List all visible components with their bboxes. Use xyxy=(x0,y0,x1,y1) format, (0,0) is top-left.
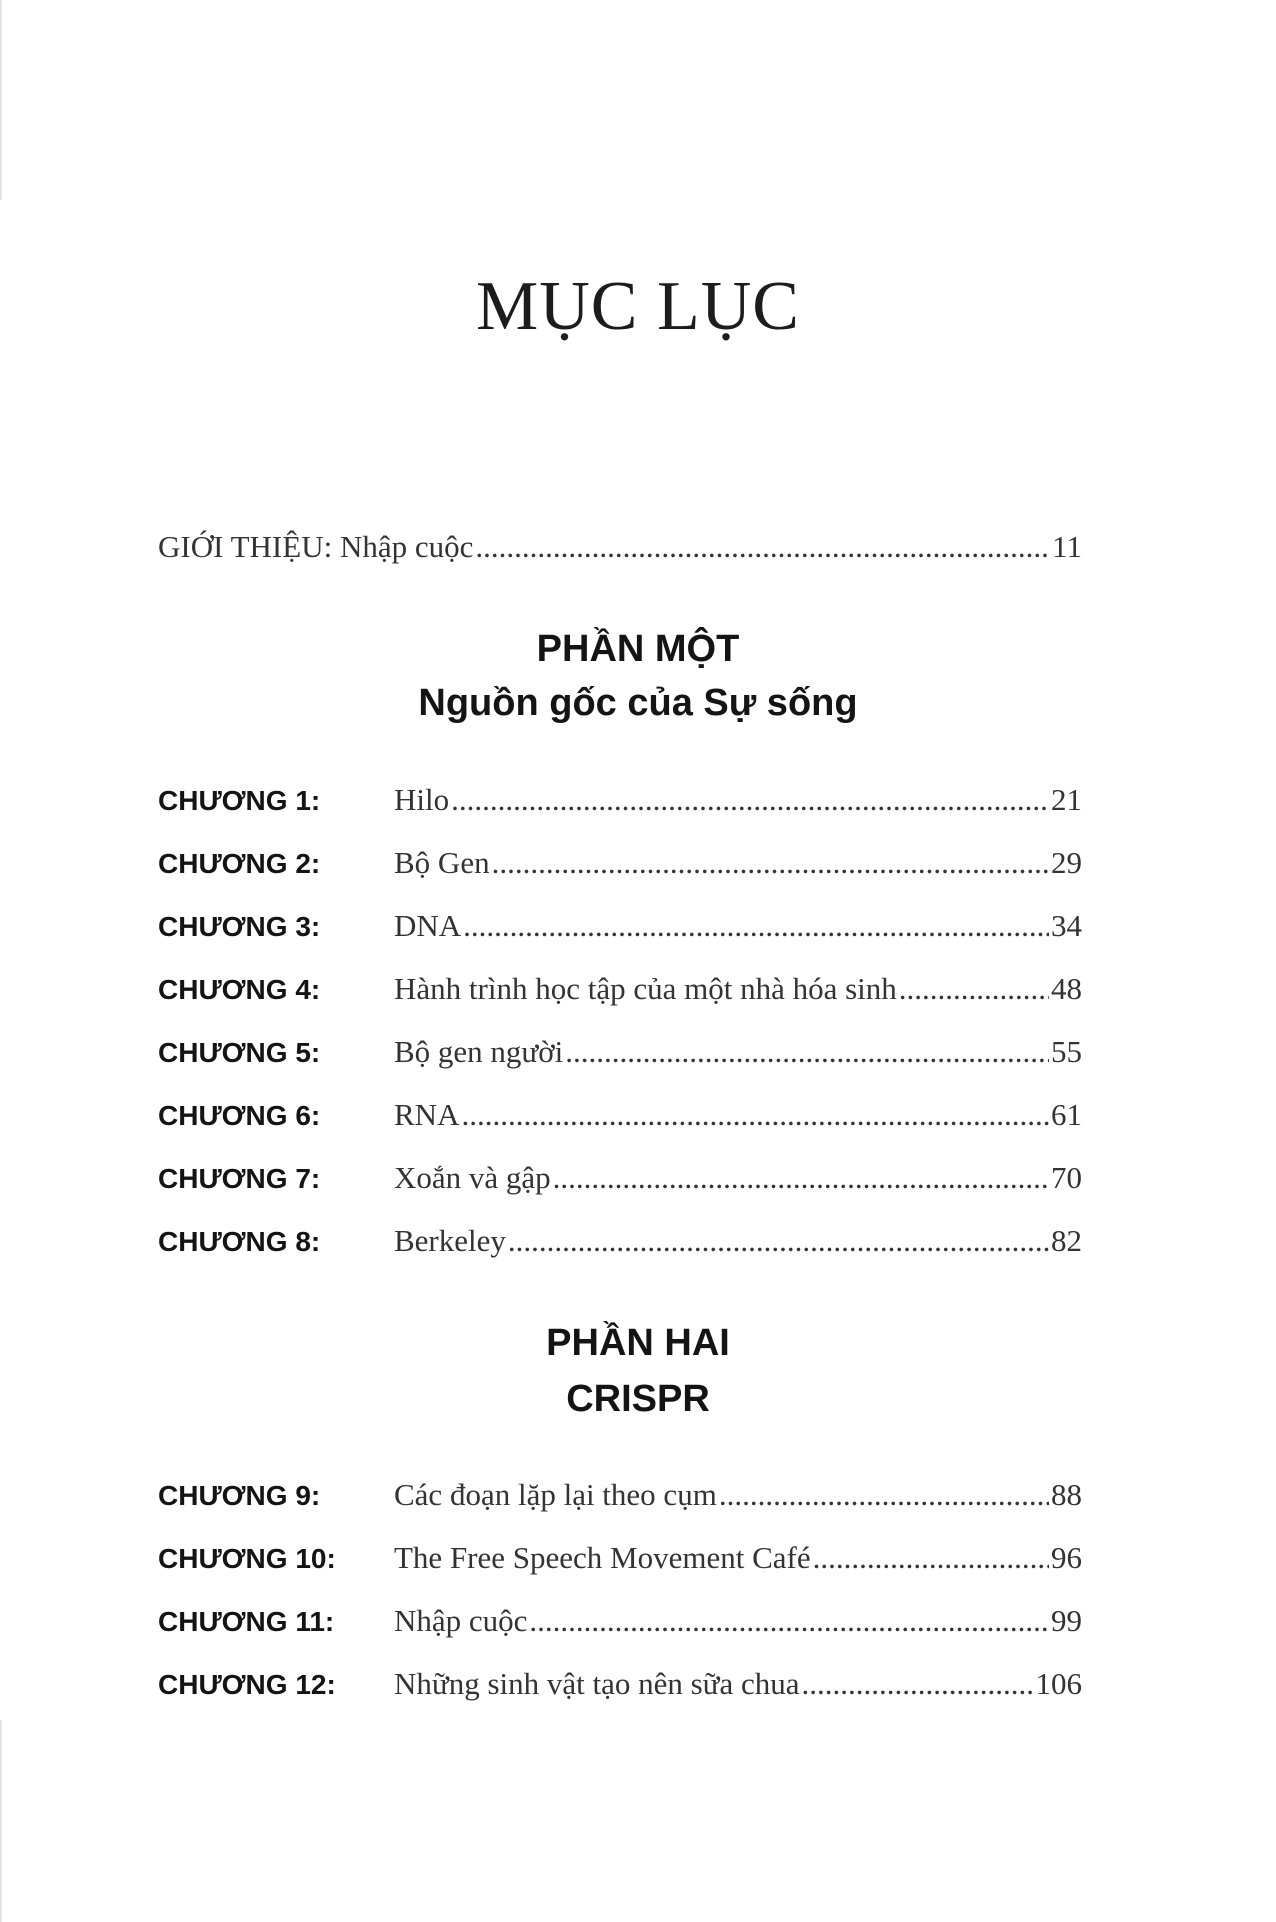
toc-row-chapter xyxy=(158,1602,1082,1639)
dot-leader xyxy=(492,844,1049,881)
chapter-label: CHƯƠNG 4: xyxy=(158,974,321,1005)
chapter-title: Berkeley xyxy=(394,1223,506,1258)
dot-leader xyxy=(508,1222,1049,1259)
chapter-title: Bộ gen người xyxy=(394,1034,564,1069)
toc-row-chapter xyxy=(158,1159,1082,1196)
chapter-label: CHƯƠNG 10: xyxy=(158,1543,336,1574)
chapter-title: Các đoạn lặp lại theo cụm xyxy=(394,1477,717,1512)
chapter-label: CHƯƠNG 12: xyxy=(158,1669,336,1700)
part-heading: PHẦN MỘT xyxy=(536,628,740,670)
toc-row-chapter xyxy=(158,907,1082,944)
chapter-title: RNA xyxy=(394,1097,460,1132)
dot-leader xyxy=(529,1602,1049,1639)
toc-row-chapter xyxy=(158,781,1082,818)
chapter-page-number: 70 xyxy=(1051,1160,1082,1195)
dot-leader xyxy=(565,1033,1049,1070)
toc-row-chapter xyxy=(158,970,1082,1007)
chapter-page-number: 106 xyxy=(1035,1666,1082,1701)
chapter-page-number: 96 xyxy=(1051,1540,1082,1575)
dot-leader xyxy=(475,528,1050,565)
page-title: MỤC LỤC xyxy=(476,268,800,345)
chapter-label: CHƯƠNG 6: xyxy=(158,1100,321,1131)
chapter-title: Hành trình học tập của một nhà hóa sinh xyxy=(394,971,897,1006)
chapter-title: Bộ Gen xyxy=(394,845,490,880)
toc-row-chapter xyxy=(158,1476,1082,1513)
page-edge-bottom xyxy=(0,1720,2,1922)
chapter-label: CHƯƠNG 2: xyxy=(158,848,321,879)
toc-row-chapter xyxy=(158,1665,1082,1702)
chapter-page-number: 55 xyxy=(1051,1034,1082,1069)
part-heading: PHẦN HAI xyxy=(546,1322,730,1364)
chapter-page-number: 61 xyxy=(1051,1097,1082,1132)
page-edge-top xyxy=(0,0,2,200)
intro-page-number: 11 xyxy=(1052,529,1082,564)
toc-row-chapter xyxy=(158,1539,1082,1576)
chapter-title: Hilo xyxy=(394,782,450,817)
toc-row-chapter xyxy=(158,1222,1082,1259)
chapter-title: Những sinh vật tạo nên sữa chua xyxy=(394,1666,800,1701)
chapter-label: CHƯƠNG 11: xyxy=(158,1606,335,1637)
chapter-label: CHƯƠNG 3: xyxy=(158,911,321,942)
dot-leader xyxy=(719,1476,1049,1513)
dot-leader xyxy=(451,781,1049,818)
chapter-page-number: 48 xyxy=(1051,971,1082,1006)
toc-row-intro xyxy=(158,528,1082,565)
chapter-label: CHƯƠNG 9: xyxy=(158,1480,321,1511)
toc-row-chapter xyxy=(158,1033,1082,1070)
dot-leader xyxy=(461,1096,1049,1133)
chapter-title: DNA xyxy=(394,908,462,943)
chapter-page-number: 21 xyxy=(1051,782,1082,817)
chapter-title: Nhập cuộc xyxy=(394,1603,528,1638)
chapter-page-number: 34 xyxy=(1051,908,1082,943)
dot-leader xyxy=(899,970,1049,1007)
chapter-page-number: 88 xyxy=(1051,1477,1082,1512)
chapter-page-number: 82 xyxy=(1051,1223,1082,1258)
dot-leader xyxy=(463,907,1049,944)
toc-row-chapter xyxy=(158,844,1082,881)
chapter-label: CHƯƠNG 1: xyxy=(158,785,321,816)
part-subtitle: Nguồn gốc của Sự sống xyxy=(418,682,858,724)
chapter-label: CHƯƠNG 8: xyxy=(158,1226,321,1257)
part-subtitle: CRISPR xyxy=(566,1378,710,1420)
chapter-title: The Free Speech Movement Café xyxy=(394,1540,811,1575)
dot-leader xyxy=(802,1665,1034,1702)
chapter-label: CHƯƠNG 5: xyxy=(158,1037,321,1068)
intro-label: GIỚI THIỆU: Nhập cuộc xyxy=(158,529,474,564)
chapter-page-number: 99 xyxy=(1051,1603,1082,1638)
dot-leader xyxy=(813,1539,1049,1576)
toc-row-chapter xyxy=(158,1096,1082,1133)
dot-leader xyxy=(553,1159,1049,1196)
chapter-page-number: 29 xyxy=(1051,845,1082,880)
chapter-title: Xoắn và gập xyxy=(394,1160,551,1195)
chapter-label: CHƯƠNG 7: xyxy=(158,1163,321,1194)
